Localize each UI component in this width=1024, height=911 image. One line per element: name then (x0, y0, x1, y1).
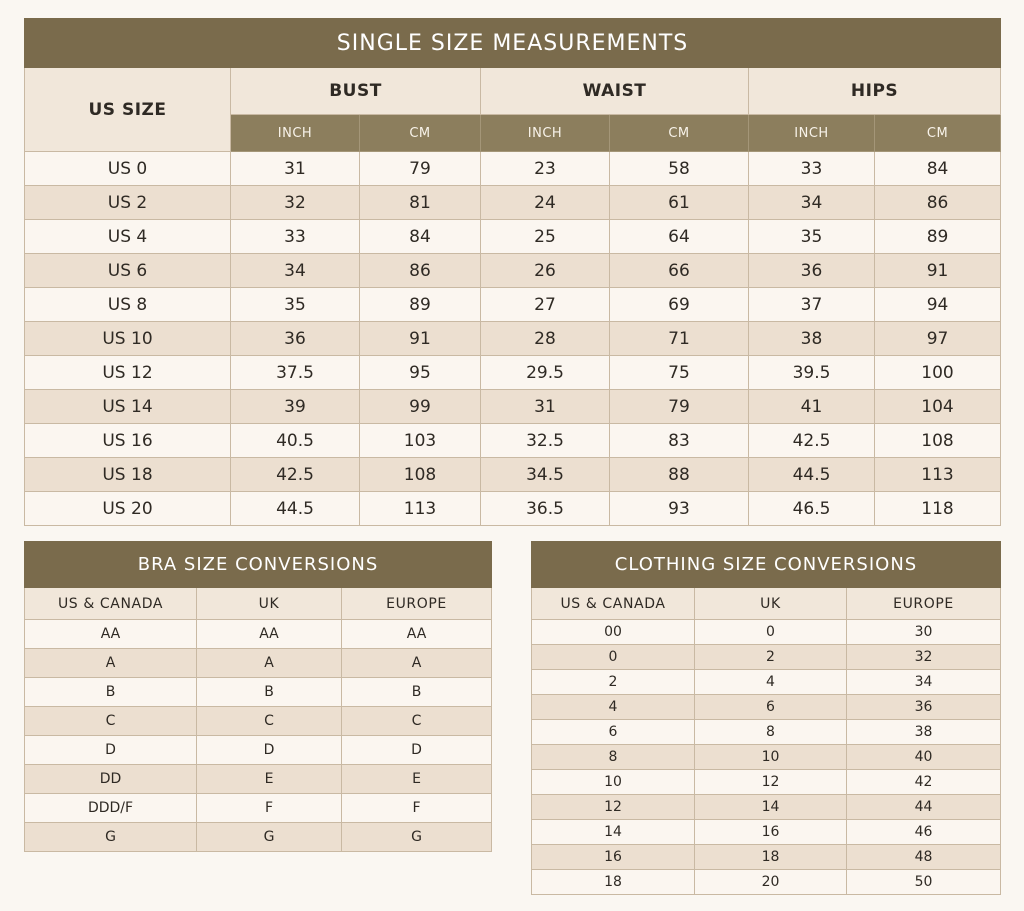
table-cell: 39.5 (749, 356, 875, 390)
table-cell: 34 (749, 186, 875, 220)
table-cell: 40.5 (231, 424, 360, 458)
table-cell: 31 (481, 390, 610, 424)
table-cell: 46.5 (749, 492, 875, 526)
clothing-row (532, 795, 1001, 820)
clothing-row (532, 645, 1001, 670)
table-cell: US 2 (25, 186, 231, 220)
measurement-row (25, 424, 1001, 458)
table-cell: B (342, 678, 492, 707)
table-cell: G (25, 823, 197, 852)
table-cell: F (342, 794, 492, 823)
table-cell: US 16 (25, 424, 231, 458)
table-cell: US 6 (25, 254, 231, 288)
table-cell: E (342, 765, 492, 794)
table-cell: 27 (481, 288, 610, 322)
table-cell: B (197, 678, 342, 707)
table-cell: 24 (481, 186, 610, 220)
unit-header: CM (875, 115, 1001, 152)
clothing-row (532, 620, 1001, 645)
measurement-row (25, 356, 1001, 390)
bra-table-title: BRA SIZE CONVERSIONS (25, 542, 492, 588)
bra-row (25, 678, 492, 707)
clothing-row (532, 770, 1001, 795)
table-cell: 4 (532, 695, 695, 720)
single-size-measurements-table (24, 18, 1001, 526)
table-cell: G (197, 823, 342, 852)
bra-europe-header: EUROPE (342, 588, 492, 620)
bra-row (25, 620, 492, 649)
table-cell: 108 (875, 424, 1001, 458)
table-cell: 34 (231, 254, 360, 288)
table-cell: 6 (532, 720, 695, 745)
table-cell: 34 (847, 670, 1001, 695)
table-cell: E (197, 765, 342, 794)
table-cell: 79 (360, 152, 481, 186)
table-cell: 37.5 (231, 356, 360, 390)
table-cell: 71 (610, 322, 749, 356)
bra-size-conversions-table (24, 541, 492, 852)
unit-header: CM (610, 115, 749, 152)
table-cell: A (25, 649, 197, 678)
table-cell: 14 (532, 820, 695, 845)
table-cell: DDD/F (25, 794, 197, 823)
table-cell: 36 (231, 322, 360, 356)
table-cell: B (25, 678, 197, 707)
waist-header: WAIST (481, 68, 749, 115)
table-cell: 103 (360, 424, 481, 458)
table-cell: 26 (481, 254, 610, 288)
table-cell: 32 (847, 645, 1001, 670)
clothing-europe-header: EUROPE (847, 588, 1001, 620)
unit-header: INCH (749, 115, 875, 152)
table-cell: 44.5 (231, 492, 360, 526)
clothing-row (532, 695, 1001, 720)
clothing-row (532, 745, 1001, 770)
clothing-row (532, 720, 1001, 745)
table-cell: 12 (532, 795, 695, 820)
table-cell: 61 (610, 186, 749, 220)
table-cell: D (25, 736, 197, 765)
table-cell: 25 (481, 220, 610, 254)
measurement-row (25, 390, 1001, 424)
table-cell: 32 (231, 186, 360, 220)
main-table-body (25, 152, 1001, 526)
table-cell: F (197, 794, 342, 823)
clothing-row (532, 870, 1001, 895)
table-cell: 48 (847, 845, 1001, 870)
table-cell: 97 (875, 322, 1001, 356)
table-cell: 2 (695, 645, 847, 670)
table-cell: 104 (875, 390, 1001, 424)
table-cell: 89 (875, 220, 1001, 254)
table-cell: 36.5 (481, 492, 610, 526)
table-cell: 8 (532, 745, 695, 770)
table-cell: 32.5 (481, 424, 610, 458)
table-cell: 113 (875, 458, 1001, 492)
table-cell: US 4 (25, 220, 231, 254)
table-cell: C (197, 707, 342, 736)
table-cell: 10 (532, 770, 695, 795)
table-cell: 35 (231, 288, 360, 322)
table-cell: 18 (695, 845, 847, 870)
table-cell: 29.5 (481, 356, 610, 390)
table-cell: 12 (695, 770, 847, 795)
table-cell: 36 (749, 254, 875, 288)
table-cell: 58 (610, 152, 749, 186)
table-cell: 113 (360, 492, 481, 526)
unit-header: CM (360, 115, 481, 152)
clothing-uk-header: UK (695, 588, 847, 620)
clothing-row (532, 670, 1001, 695)
table-cell: 35 (749, 220, 875, 254)
table-cell: 46 (847, 820, 1001, 845)
measurement-row (25, 186, 1001, 220)
table-cell: 33 (231, 220, 360, 254)
table-cell: 18 (532, 870, 695, 895)
measurement-row (25, 220, 1001, 254)
bra-uk-header: UK (197, 588, 342, 620)
table-cell: 42.5 (231, 458, 360, 492)
table-cell: AA (197, 620, 342, 649)
table-cell: 83 (610, 424, 749, 458)
table-cell: 44 (847, 795, 1001, 820)
table-cell: 88 (610, 458, 749, 492)
table-cell: 37 (749, 288, 875, 322)
table-cell: AA (342, 620, 492, 649)
table-cell: US 20 (25, 492, 231, 526)
table-cell: 0 (532, 645, 695, 670)
bra-us-canada-header: US & CANADA (25, 588, 197, 620)
table-cell: 69 (610, 288, 749, 322)
table-cell: 41 (749, 390, 875, 424)
table-cell: 44.5 (749, 458, 875, 492)
table-cell: 118 (875, 492, 1001, 526)
measurement-row (25, 458, 1001, 492)
bra-row (25, 649, 492, 678)
clothing-size-conversions-table (531, 541, 1001, 895)
measurement-row (25, 492, 1001, 526)
bra-row (25, 823, 492, 852)
table-cell: 42.5 (749, 424, 875, 458)
table-cell: 36 (847, 695, 1001, 720)
table-cell: 31 (231, 152, 360, 186)
table-cell: 50 (847, 870, 1001, 895)
measurement-row (25, 254, 1001, 288)
hips-header: HIPS (749, 68, 1001, 115)
unit-header: INCH (481, 115, 610, 152)
clothing-row (532, 820, 1001, 845)
table-cell: 30 (847, 620, 1001, 645)
table-cell: 84 (360, 220, 481, 254)
table-cell: 8 (695, 720, 847, 745)
table-cell: A (197, 649, 342, 678)
clothing-us-canada-header: US & CANADA (532, 588, 695, 620)
unit-header: INCH (231, 115, 360, 152)
table-cell: DD (25, 765, 197, 794)
measurement-row (25, 152, 1001, 186)
table-cell: 28 (481, 322, 610, 356)
bra-table-body (25, 620, 492, 852)
clothing-table-title: CLOTHING SIZE CONVERSIONS (532, 542, 1001, 588)
table-cell: 20 (695, 870, 847, 895)
table-cell: 79 (610, 390, 749, 424)
us-size-header: US SIZE (25, 68, 231, 152)
measurement-row (25, 322, 1001, 356)
table-cell: 16 (532, 845, 695, 870)
table-cell: 23 (481, 152, 610, 186)
table-cell: 86 (360, 254, 481, 288)
table-cell: 4 (695, 670, 847, 695)
table-cell: 81 (360, 186, 481, 220)
table-cell: C (342, 707, 492, 736)
table-cell: 94 (875, 288, 1001, 322)
bra-row (25, 765, 492, 794)
table-cell: 39 (231, 390, 360, 424)
table-cell: 91 (360, 322, 481, 356)
table-cell: D (342, 736, 492, 765)
table-cell: US 14 (25, 390, 231, 424)
table-cell: 108 (360, 458, 481, 492)
table-cell: 95 (360, 356, 481, 390)
table-cell: 89 (360, 288, 481, 322)
clothing-table-body (532, 620, 1001, 895)
table-cell: US 8 (25, 288, 231, 322)
measurement-row (25, 288, 1001, 322)
table-cell: 91 (875, 254, 1001, 288)
table-cell: D (197, 736, 342, 765)
bra-row (25, 794, 492, 823)
bra-row (25, 707, 492, 736)
table-cell: C (25, 707, 197, 736)
table-cell: 40 (847, 745, 1001, 770)
table-cell: 93 (610, 492, 749, 526)
bra-row (25, 736, 492, 765)
table-cell: 2 (532, 670, 695, 695)
table-cell: 38 (847, 720, 1001, 745)
table-cell: US 0 (25, 152, 231, 186)
table-cell: 10 (695, 745, 847, 770)
table-cell: 64 (610, 220, 749, 254)
clothing-row (532, 845, 1001, 870)
table-cell: 0 (695, 620, 847, 645)
table-cell: US 18 (25, 458, 231, 492)
table-cell: 34.5 (481, 458, 610, 492)
table-cell: 16 (695, 820, 847, 845)
table-cell: 100 (875, 356, 1001, 390)
table-cell: G (342, 823, 492, 852)
table-cell: 33 (749, 152, 875, 186)
table-cell: 66 (610, 254, 749, 288)
table-cell: A (342, 649, 492, 678)
table-cell: 84 (875, 152, 1001, 186)
table-cell: 99 (360, 390, 481, 424)
table-cell: 00 (532, 620, 695, 645)
main-table-title: SINGLE SIZE MEASUREMENTS (25, 19, 1001, 68)
table-cell: US 12 (25, 356, 231, 390)
table-cell: AA (25, 620, 197, 649)
table-cell: 42 (847, 770, 1001, 795)
table-cell: 6 (695, 695, 847, 720)
table-cell: US 10 (25, 322, 231, 356)
table-cell: 14 (695, 795, 847, 820)
table-cell: 38 (749, 322, 875, 356)
table-cell: 86 (875, 186, 1001, 220)
table-cell: 75 (610, 356, 749, 390)
bust-header: BUST (231, 68, 481, 115)
